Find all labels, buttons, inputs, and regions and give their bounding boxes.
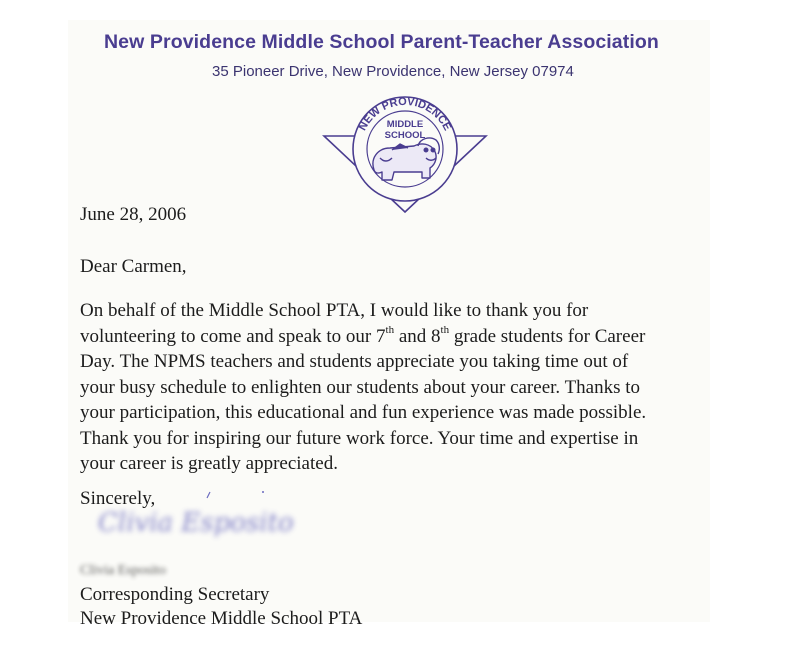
body-line: Thank you for inspiring our future work force. Your time and expertise in (80, 427, 639, 449)
signer-organization: New Providence Middle School PTA (80, 608, 363, 629)
letter-salutation: Dear Carmen, (80, 256, 187, 277)
body-line: your busy schedule to enlighten our students about your career. Thanks to (80, 376, 641, 398)
body-line: Day. The NPMS teachers and students appreciate you taking time out of (80, 351, 629, 372)
letterhead-address: 35 Pioneer Drive, New Providence, New Jersey 07974 (212, 63, 574, 80)
letter-closing: Sincerely, (80, 488, 156, 509)
logo-middle-text: MIDDLE (386, 119, 424, 130)
school-logo (322, 92, 488, 214)
logo-school-text: SCHOOL (384, 130, 426, 141)
letter-body-paragraph (80, 298, 720, 477)
logo-ring-text: NEW PROVIDENCE (356, 95, 454, 133)
body-line: your participation, this educational and fun experience was made possible. (80, 402, 647, 423)
signer-title: Corresponding Secretary (80, 584, 270, 605)
body-line: On behalf of the Middle School PTA, I would like to thank you for (80, 300, 589, 321)
pen-mark (205, 488, 265, 502)
signature: Clivia Esposito (98, 508, 294, 538)
body-line: volunteering to come and speak to our 7th and 8th grade students for Career (80, 324, 646, 347)
body-line: your career is greatly appreciated. (80, 453, 338, 474)
signer-name: Clivia Esposito (80, 563, 166, 578)
letter-date: June 28, 2006 (80, 204, 187, 225)
letterhead-organization: New Providence Middle School Parent-Teacher Association (104, 31, 659, 53)
